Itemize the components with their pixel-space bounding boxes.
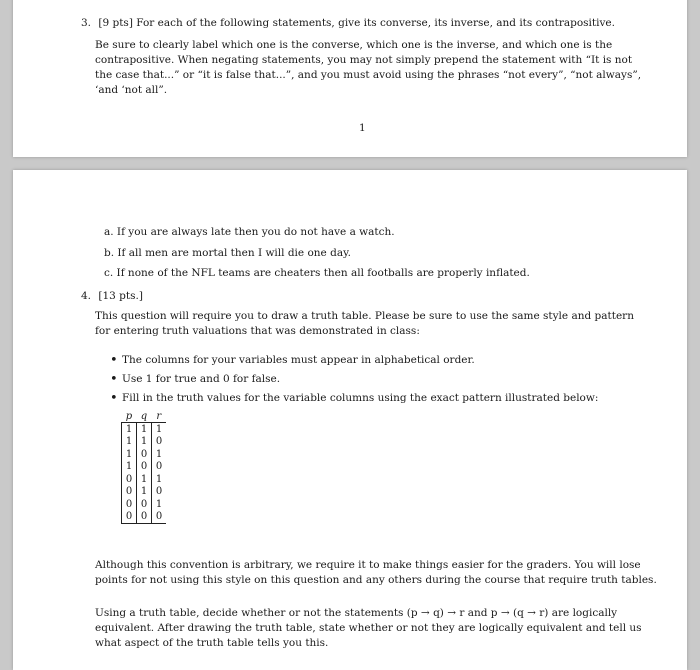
page-number: 1 bbox=[359, 122, 366, 134]
table-row bbox=[122, 473, 167, 486]
table-cell: 1 bbox=[155, 498, 163, 510]
table-row bbox=[122, 461, 167, 474]
list-item: c. If none of the NFL teams are cheaters then all footballs are properly inflated. bbox=[104, 267, 530, 279]
convention-paragraph bbox=[95, 558, 657, 588]
table-row bbox=[122, 448, 167, 461]
question-points: [13 pts.] bbox=[98, 290, 143, 302]
table-row bbox=[122, 423, 167, 436]
column-header-p: p bbox=[125, 411, 133, 422]
table-row bbox=[122, 511, 167, 524]
page-1 bbox=[13, 0, 687, 157]
table-cell: 0 bbox=[152, 511, 167, 524]
paragraph-line: Be sure to clearly label which one is the converse, which one is the inverse, and which one is the bbox=[95, 39, 613, 51]
table-cell: 0 bbox=[122, 498, 137, 511]
table-cell: 0 bbox=[155, 461, 163, 473]
table-cell: 1 bbox=[122, 423, 137, 436]
table-cell: 0 bbox=[122, 486, 137, 499]
question-3-items bbox=[104, 222, 530, 284]
table-cell: 1 bbox=[137, 473, 152, 486]
table-cell: 1 bbox=[137, 423, 152, 436]
list-item: • The columns for your variables must appear in alphabetical order. bbox=[112, 351, 598, 370]
list-item: a. If you are always late then you do not have a watch. bbox=[104, 226, 395, 238]
table-cell: 0 bbox=[137, 448, 152, 461]
table-cell: 1 bbox=[122, 448, 137, 461]
table-cell: 0 bbox=[155, 436, 163, 448]
question-4-heading bbox=[81, 289, 143, 304]
paragraph-line: the case that...” or “it is false that...”, and you must avoid using the phrases “not every”, “not always”, bbox=[95, 69, 642, 81]
table-cell: 1 bbox=[122, 461, 137, 474]
paragraph-line: Using a truth table, decide whether or not the statements (p → q) → r and p → (q → r) are logically bbox=[95, 607, 618, 619]
column-header-q: q bbox=[140, 411, 148, 422]
paragraph-line: contrapositive. When negating statements, you may not simply prepend the statement with “It is not bbox=[95, 54, 633, 66]
page-2 bbox=[13, 170, 687, 670]
table-cell: 0 bbox=[137, 498, 152, 511]
paragraph-line: for entering truth valuations that was demonstrated in class: bbox=[95, 325, 420, 337]
paragraph-line: Although this convention is arbitrary, we require it to make things easier for the graders. You will lose bbox=[95, 559, 641, 571]
table-cell: 1 bbox=[155, 423, 163, 435]
table-cell: 0 bbox=[137, 461, 152, 474]
table-cell: 1 bbox=[122, 436, 137, 449]
table-cell: 0 bbox=[122, 511, 137, 524]
list-item: b. If all men are mortal then I will die one day. bbox=[104, 246, 351, 259]
table-cell: 0 bbox=[155, 486, 163, 498]
column-header-r: r bbox=[156, 411, 162, 422]
table-cell: 1 bbox=[155, 473, 163, 485]
paragraph-line: ‘and ‘not all”. bbox=[95, 84, 168, 96]
paragraph-line: This question will require you to draw a truth table. Please be sure to use the same style and pattern bbox=[95, 310, 634, 322]
truth-table bbox=[121, 411, 166, 524]
list-item: • Use 1 for true and 0 for false. bbox=[112, 370, 598, 389]
final-paragraph bbox=[95, 606, 642, 651]
table-cell: 1 bbox=[137, 486, 152, 499]
instruction-list bbox=[112, 351, 598, 408]
table-cell: 1 bbox=[155, 448, 163, 460]
list-item: • Fill in the truth values for the variable columns using the exact pattern illustrated below: bbox=[112, 389, 598, 408]
question-number: 4. bbox=[81, 290, 92, 302]
table-cell: 0 bbox=[137, 511, 152, 524]
paragraph-line: equivalent. After drawing the truth table, state whether or not they are logically equivalent and tell us bbox=[95, 622, 642, 634]
table-row bbox=[122, 436, 167, 449]
table-row bbox=[122, 486, 167, 499]
table-cell: 0 bbox=[122, 473, 137, 486]
question-prompt: [9 pts] For each of the following statements, give its converse, its inverse, and its contrapositive. bbox=[98, 17, 615, 29]
question-3-heading bbox=[81, 16, 615, 31]
question-3-paragraph bbox=[95, 38, 641, 98]
paragraph-line: points for not using this style on this question and any others during the course that require truth tables. bbox=[95, 574, 657, 586]
table-cell: 1 bbox=[137, 436, 152, 449]
paragraph-line: what aspect of the truth table tells you this. bbox=[95, 637, 329, 649]
table-row bbox=[122, 498, 167, 511]
question-number: 3. bbox=[81, 17, 92, 29]
question-4-intro bbox=[95, 309, 634, 339]
